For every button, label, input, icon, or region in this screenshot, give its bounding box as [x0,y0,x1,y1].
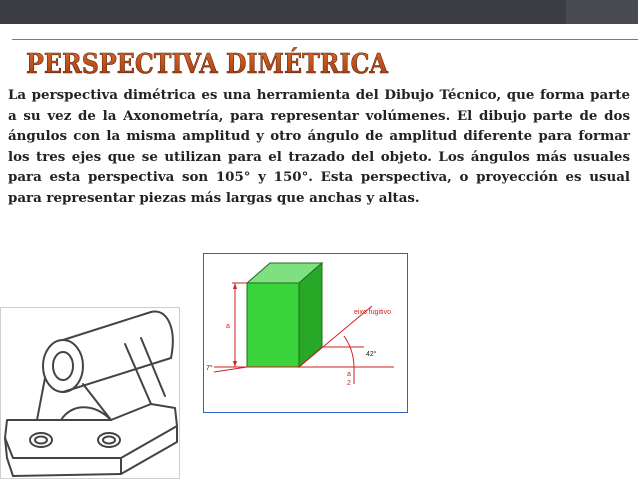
label-angle-42: 42° [366,351,377,358]
label-dim-depth-top: a [347,371,351,378]
label-angle-7: 7° [206,365,213,372]
cube-front-face [247,283,299,367]
pipe-support-drawing [0,307,180,479]
slide-title-text: PERSPECTIVA DIMÉTRICA [26,49,438,80]
slide-title [24,41,438,81]
dimetric-cube-diagram [203,253,408,413]
header-bar [0,0,638,24]
label-dim-depth-bottom: 2 [347,380,351,387]
label-dim-height: a [226,323,230,330]
body-paragraph: La perspectiva dimétrica es una herramienta del Dibujo Técnico, que forma parte a su vez de la Axonometría, para representar volúmenes. El dibujo parte de dos ángulos con la misma amplitud y otro ángulo de amplitud diferente para formar los tres ejes que se utilizan para el trazado del objeto. Los ángulos más usuales para esta perspectiva son 105° y 150°. Esta perspectiva, o proyección es usual para representar piezas más largas que anchas y altas. [8,87,630,206]
label-eixo-fugitivo: eixo fugitivo [354,309,391,316]
header-divider [12,39,638,40]
header-accent-block [566,0,638,24]
